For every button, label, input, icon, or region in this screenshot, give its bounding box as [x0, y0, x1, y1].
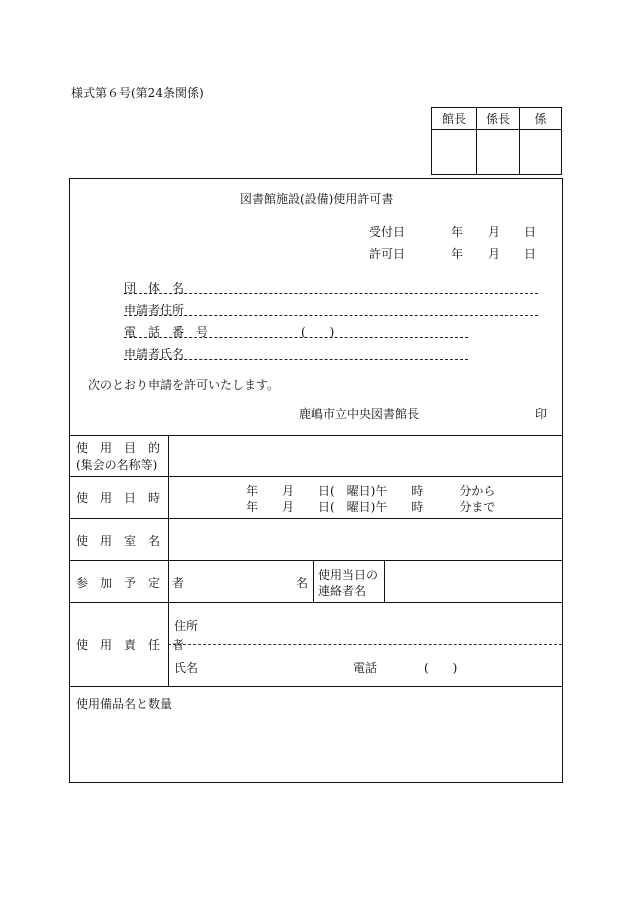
responsible-phone-paren: ( ): [424, 661, 458, 675]
stamp-header-chief: 係長: [477, 108, 520, 130]
responsible-label: 使 用 責 任 者: [76, 638, 185, 652]
attendees-label: 参 加 予 定 者: [76, 576, 185, 590]
applicant-name-line[interactable]: [124, 359, 468, 360]
contact-sublabel: 連絡者名: [318, 584, 367, 598]
permitted-date-label: 許可日: [369, 247, 406, 261]
responsible-address-label: 住所: [174, 619, 199, 633]
applicant-name-label: 申請者氏名: [124, 347, 185, 361]
stamp-box-staff[interactable]: [520, 130, 561, 174]
group-name-line[interactable]: [124, 293, 538, 294]
phone-number-label: 電 話 番 号: [124, 325, 209, 339]
applicant-address-line[interactable]: [124, 315, 538, 316]
purpose-sublabel: (集会の名称等): [76, 458, 158, 472]
stamp-box-chief[interactable]: [477, 130, 520, 174]
purpose-label: 使 用 目 的: [76, 441, 161, 455]
contact-label: 使用当日の: [318, 568, 379, 582]
permitted-month: 月: [488, 247, 501, 261]
stamp-header-staff: 係: [520, 108, 561, 130]
purpose-field[interactable]: [170, 437, 560, 474]
permitted-year: 年: [451, 247, 464, 261]
permit-form: [69, 178, 563, 783]
room-field[interactable]: [170, 520, 560, 557]
equipment-label: 使用備品名と数量: [76, 697, 173, 711]
responsible-phone-label: 電話: [353, 661, 378, 675]
responsible-name-label: 氏名: [174, 661, 199, 675]
permitted-day: 日: [524, 247, 537, 261]
equipment-field[interactable]: [76, 715, 556, 777]
group-name-label: 団 体 名: [124, 281, 185, 295]
approval-stamp-table: [431, 107, 562, 175]
datetime-label: 使 用 日 時: [76, 491, 161, 505]
contact-field[interactable]: [386, 562, 560, 599]
room-label: 使 用 室 名: [76, 534, 161, 548]
attendees-field[interactable]: [170, 562, 290, 599]
applicant-address-label: 申請者住所: [124, 303, 185, 317]
form-number: 様式第６号(第24条関係): [71, 86, 204, 100]
phone-area-paren: ( ): [301, 325, 335, 339]
attendees-unit: 名: [296, 576, 309, 590]
received-day: 日: [524, 225, 537, 239]
permission-statement: 次のとおり申請を許可いたします。: [88, 378, 280, 392]
received-date-label: 受付日: [369, 225, 406, 239]
stamp-header-director: 館長: [432, 108, 477, 130]
received-month: 月: [488, 225, 501, 239]
stamp-box-director[interactable]: [432, 130, 477, 174]
form-title: 図書館施設(設備)使用許可書: [240, 192, 394, 206]
datetime-from[interactable]: 年 月 日( 曜日)午 時 分から: [246, 484, 496, 498]
issuer-name: 鹿嶋市立中央図書館長: [299, 407, 420, 421]
seal-mark: 印: [535, 407, 548, 421]
datetime-to[interactable]: 年 月 日( 曜日)午 時 分まで: [246, 500, 496, 514]
phone-number-line[interactable]: [124, 337, 468, 338]
received-year: 年: [451, 225, 464, 239]
